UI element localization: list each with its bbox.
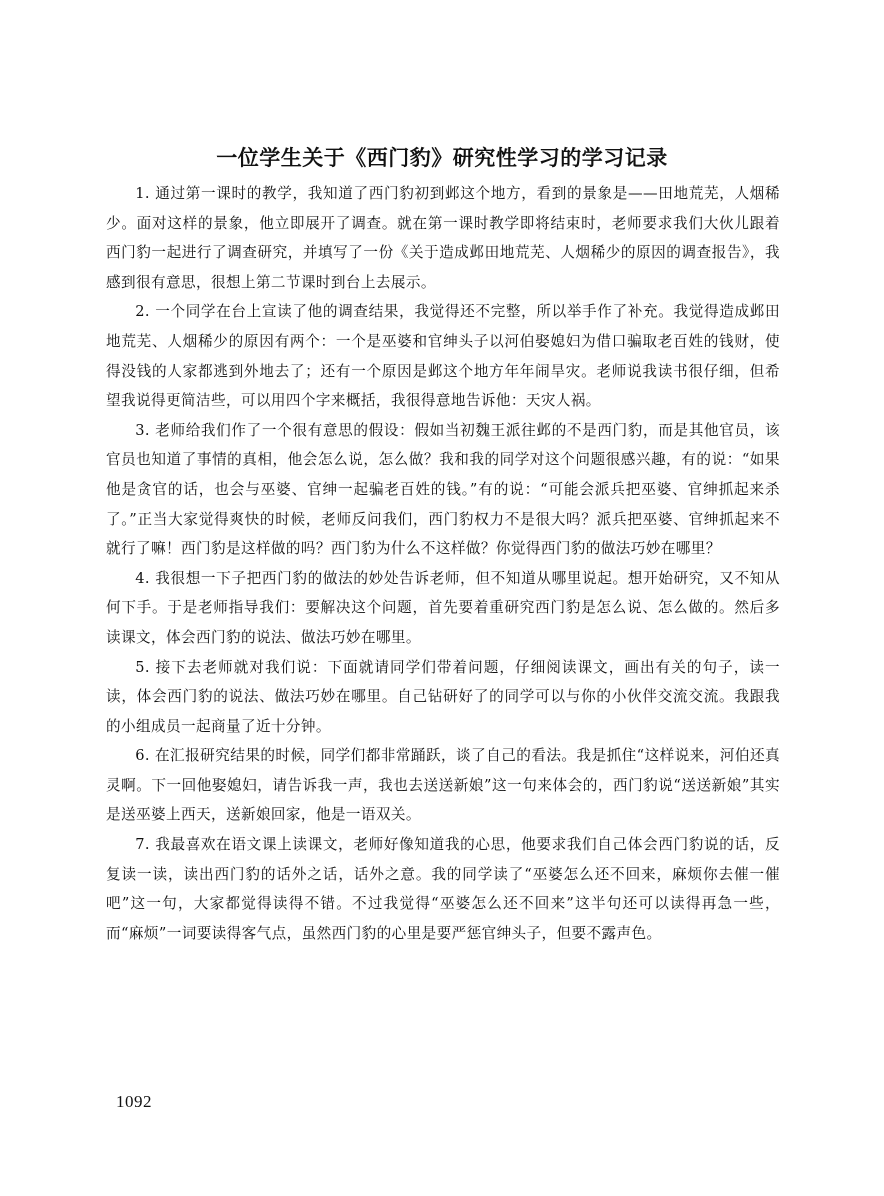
- page-number: 1092: [116, 1092, 152, 1111]
- document-body: [106, 179, 780, 948]
- paragraph-3: 3. 老师给我们作了一个很有意思的假设：假如当初魏王派往邺的不是西门豹，而是其他官员，该官员也知道了事情的真相，他会怎么说，怎么做？我和我的同学对这个问题很感兴趣，有的说：“如果他是贪官的话，也会与巫婆、官绅一起骗老百姓的钱。”有的说：“可能会派兵把巫婆、官绅抓起来杀了。”正当大家觉得爽快的时候，老师反问我们，西门豹权力不是很大吗？派兵把巫婆、官绅抓起来不就行了嘛！西门豹是这样做的吗？西门豹为什么不这样做？你觉得西门豹的做法巧妙在哪里？: [106, 421, 780, 558]
- paragraph-2: 2. 一个同学在台上宣读了他的调查结果，我觉得还不完整，所以举手作了补充。我觉得造成邺田地荒芜、人烟稀少的原因有两个：一个是巫婆和官绅头子以河伯娶媳妇为借口骗取老百姓的钱财，使得没钱的人家都逃到外地去了；还有一个原因是邺这个地方年年闹旱灾。老师说我读书很仔细，但希望我说得更简洁些，可以用四个字来概括，我很得意地告诉他：天灾人祸。: [106, 303, 780, 410]
- paragraph-4: 4. 我很想一下子把西门豹的做法的妙处告诉老师，但不知道从哪里说起。想开始研究，又不知从何下手。于是老师指导我们：要解决这个问题，首先要着重研究西门豹是怎么说、怎么做的。然后多读课文，体会西门豹的说法、做法巧妙在哪里。: [106, 569, 780, 646]
- document-title: 一位学生关于《西门豹》研究性学习的学习记录: [216, 146, 668, 170]
- paragraph-1: 1. 通过第一课时的教学，我知道了西门豹初到邺这个地方，看到的景象是——田地荒芜，人烟稀少。面对这样的景象，他立即展开了调查。就在第一课时教学即将结束时，老师要求我们大伙儿跟着西门豹一起进行了调查研究，并填写了一份《关于造成邺田地荒芜、人烟稀少的原因的调查报告》，我感到很有意思，很想上第二节课时到台上去展示。: [106, 185, 780, 291]
- paragraph-7: 7. 我最喜欢在语文课上读课文，老师好像知道我的心思，他要求我们自己体会西门豹说的话，反复读一读，读出西门豹的话外之话，话外之意。我的同学读了“巫婆怎么还不回来，麻烦你去催一催吧”这一句，大家都觉得读得不错。不过我觉得“巫婆怎么还不回来”这半句还可以读得再急一些，而“麻烦”一词要读得客气点，虽然西门豹的心里是要严惩官绅头子，但要不露声色。: [106, 836, 780, 942]
- paragraph-6: 6. 在汇报研究结果的时候，同学们都非常踊跃，谈了自己的看法。我是抓住“这样说来，河伯还真灵啊。下一回他娶媳妇，请告诉我一声，我也去送送新娘”这一句来体会的，西门豹说“送送新娘”其实是送巫婆上西天，送新娘回家，他是一语双关。: [106, 747, 780, 824]
- paragraph-5: 5. 接下去老师就对我们说：下面就请同学们带着问题，仔细阅读课文，画出有关的句子，读一读，体会西门豹的说法、做法巧妙在哪里。自己钻研好了的同学可以与你的小伙伴交流交流。我跟我的小组成员一起商量了近十分钟。: [106, 658, 780, 735]
